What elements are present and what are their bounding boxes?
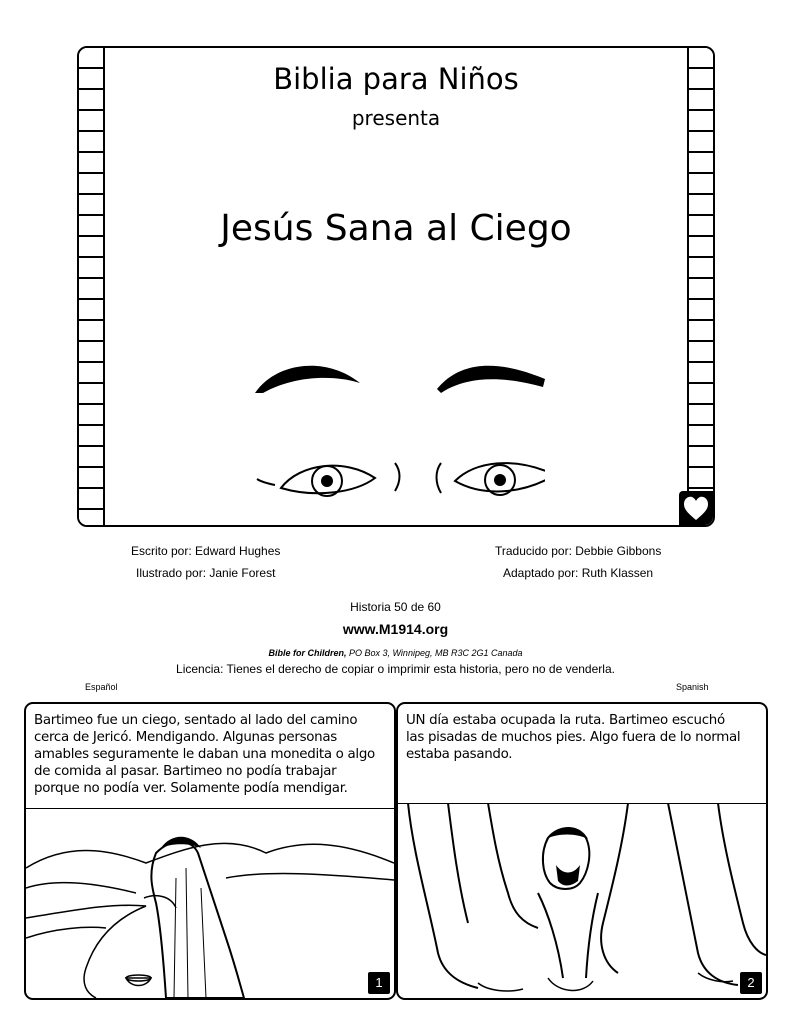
film-strip-left: [79, 48, 105, 525]
website-link[interactable]: www.M1914.org: [342, 621, 449, 637]
text-line: porque no podía ver. Solamente podía mendigar.: [34, 781, 348, 796]
presents-label: presenta: [351, 106, 441, 130]
crowd-feet-illustration-icon: [398, 803, 766, 998]
beggar-by-road-illustration-icon: [26, 808, 394, 998]
film-strip-right: [687, 48, 713, 525]
address-rest: PO Box 3, Winnipeg, MB R3C 2G1 Canada: [346, 648, 523, 658]
illustrated-by: Ilustrado por: Janie Forest: [136, 566, 276, 580]
cover-frame: [77, 46, 715, 527]
adapted-by: Adaptado por: Ruth Klassen: [503, 566, 654, 580]
eyes-illustration-icon: [255, 353, 545, 498]
text-line: Bartimeo fue un ciego, sentado al lado del camino: [34, 713, 358, 728]
written-by: Escrito por: Edward Hughes: [131, 544, 281, 558]
heart-icon: [679, 491, 713, 525]
panel-2-text: [406, 712, 756, 763]
license-text: Licencia: Tienes el derecho de copiar o imprimir esta historia, pero no de venderla.: [176, 662, 615, 676]
text-line: estaba pasando.: [406, 747, 513, 762]
language-label-right: Spanish: [676, 682, 709, 692]
text-line: amables seguramente le daban una monedita o algo: [34, 747, 375, 762]
translated-by: Traducido por: Debbie Gibbons: [495, 544, 662, 558]
language-label-left: Español: [85, 682, 118, 692]
cover-content: [105, 48, 687, 525]
panel-1-text: [34, 712, 384, 797]
story-panel-1: [24, 702, 396, 1000]
story-count: Historia 50 de 60: [350, 600, 441, 614]
text-line: de comida al pasar. Bartimeo no podía trabajar: [34, 764, 337, 779]
text-line: UN día estaba ocupada la ruta. Bartimeo escuchó: [406, 713, 725, 728]
story-title: Jesús Sana al Ciego: [220, 208, 572, 249]
address-org: Bible for Children,: [268, 648, 347, 658]
text-line: las pisadas de muchos pies. Algo fuera de lo normal: [406, 730, 741, 745]
story-panel-2: [396, 702, 768, 1000]
address-line: [0, 648, 791, 658]
text-line: cerca de Jericó. Mendigando. Algunas personas: [34, 730, 337, 745]
series-title: Biblia para Niños: [273, 62, 519, 96]
page-number-1: 1: [368, 972, 390, 994]
page-number-2: 2: [740, 972, 762, 994]
